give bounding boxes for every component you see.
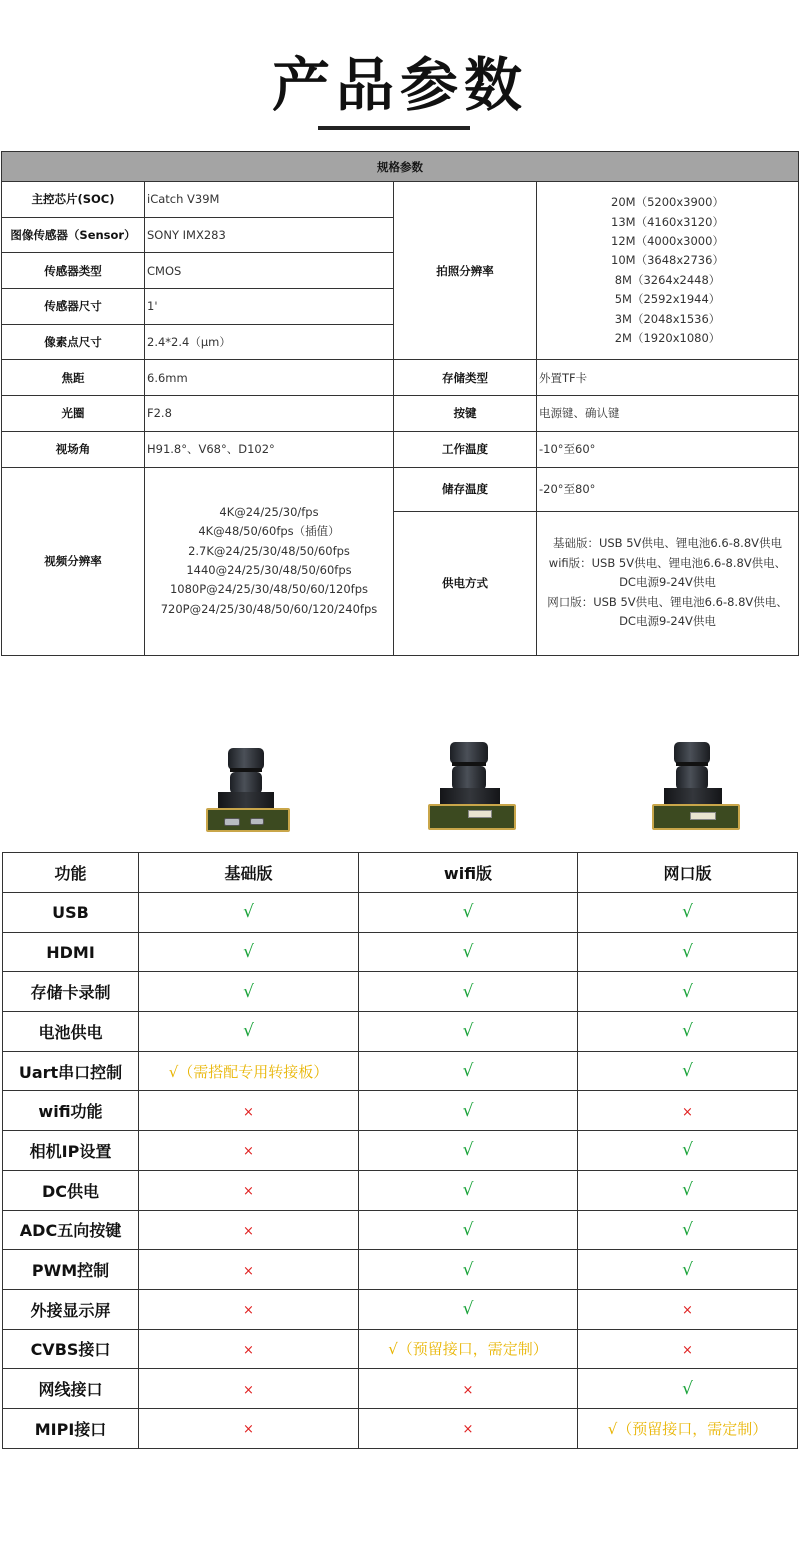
cross-icon: × xyxy=(243,1342,254,1358)
feature-cell-ethernet xyxy=(578,1250,798,1290)
check-icon: √ xyxy=(462,1140,474,1161)
cross-icon: × xyxy=(682,1342,693,1358)
feature-cell-wifi xyxy=(359,1170,578,1210)
spec-value-sensor-type: CMOS xyxy=(145,253,394,289)
feature-name: CVBS接口 xyxy=(3,1329,139,1369)
feature-name: 电池供电 xyxy=(3,1012,139,1052)
feature-cell-wifi xyxy=(359,1289,578,1329)
check-icon: √ xyxy=(682,1140,693,1161)
spec-label-pixel-size: 像素点尺寸 xyxy=(2,324,145,360)
power-line: 网口版：USB 5V供电、锂电池6.6-8.8V供电、 xyxy=(547,594,788,609)
spec-value-power xyxy=(537,511,799,655)
spec-label-work-temp: 工作温度 xyxy=(394,431,537,467)
feature-table xyxy=(2,852,798,1449)
photo-res-line: 5M（2592x1944） xyxy=(614,292,721,307)
check-icon: √ xyxy=(682,1180,693,1201)
spec-value-sensor: SONY IMX283 xyxy=(145,217,394,253)
check-icon: √ xyxy=(462,981,474,1002)
feature-cell-ethernet xyxy=(578,1012,798,1052)
feature-cell-basic xyxy=(139,1369,359,1409)
header-basic: 基础版 xyxy=(139,853,359,893)
feature-cell-ethernet xyxy=(578,1408,798,1448)
video-res-line: 2.7K@24/25/30/48/50/60fps xyxy=(188,543,350,558)
feature-name: 存储卡录制 xyxy=(3,972,139,1012)
feature-cell-wifi xyxy=(359,932,578,972)
spec-value-aperture: F2.8 xyxy=(145,396,394,432)
check-icon: √ xyxy=(682,1259,693,1280)
feature-cell-ethernet xyxy=(578,1131,798,1171)
spec-label-store-temp: 储存温度 xyxy=(394,467,537,511)
photo-res-line: 13M（4160x3120） xyxy=(611,214,724,229)
feature-cell-wifi xyxy=(359,1369,578,1409)
feature-cell-wifi xyxy=(359,1250,578,1290)
check-icon: √ xyxy=(462,1219,474,1240)
feature-header-row xyxy=(3,853,798,893)
spec-table xyxy=(1,151,799,656)
check-icon: √ xyxy=(682,1021,693,1042)
spec-label-aperture: 光圈 xyxy=(2,396,145,432)
spec-label-buttons: 按键 xyxy=(394,396,537,432)
feature-name: DC供电 xyxy=(3,1170,139,1210)
feature-cell-wifi xyxy=(359,1051,578,1091)
check-icon: √ xyxy=(682,942,693,963)
video-res-line: 1080P@24/25/30/48/50/60/120fps xyxy=(169,582,369,597)
feature-cell-wifi xyxy=(359,1091,578,1131)
feature-cell-basic xyxy=(139,893,359,933)
table-row xyxy=(3,1051,798,1091)
camera-wifi-image xyxy=(424,740,520,840)
camera-basic-image xyxy=(200,742,296,840)
check-icon: √ xyxy=(682,1061,693,1082)
spec-value-soc: iCatch V39M xyxy=(145,182,394,218)
feature-name: 相机IP设置 xyxy=(3,1131,139,1171)
check-icon: √ xyxy=(462,902,474,923)
check-icon: √ xyxy=(462,1100,474,1121)
feature-name: 网线接口 xyxy=(3,1369,139,1409)
video-res-line: 720P@24/25/30/48/50/60/120/240fps xyxy=(160,601,378,616)
spec-label-sensor: 图像传感器（Sensor） xyxy=(2,217,145,253)
check-icon: √ xyxy=(462,1180,474,1201)
camera-ethernet-image xyxy=(650,740,746,840)
spec-value-photo-res xyxy=(537,182,799,360)
cross-icon: × xyxy=(243,1104,254,1120)
cross-icon: × xyxy=(462,1422,474,1438)
photo-res-line: 10M（3648x2736） xyxy=(611,253,724,268)
feature-name: MIPI接口 xyxy=(3,1408,139,1448)
cross-icon: × xyxy=(243,1223,254,1239)
check-icon: √ xyxy=(243,981,254,1002)
cross-icon: × xyxy=(243,1382,254,1398)
power-line: wifi版：USB 5V供电、锂电池6.6-8.8V供电、 xyxy=(548,555,787,570)
feature-cell-wifi xyxy=(359,972,578,1012)
video-res-line: 1440@24/25/30/48/50/60fps xyxy=(186,563,352,577)
feature-name: USB xyxy=(3,893,139,933)
feature-name: 外接显示屏 xyxy=(3,1289,139,1329)
cross-icon: × xyxy=(243,1144,254,1160)
table-row xyxy=(3,1408,798,1448)
feature-cell-basic xyxy=(139,1131,359,1171)
photo-res-line: 20M（5200x3900） xyxy=(611,195,724,210)
feature-cell-ethernet xyxy=(578,893,798,933)
feature-cell-ethernet xyxy=(578,972,798,1012)
spec-value-buttons: 电源键、确认键 xyxy=(537,396,799,432)
check-icon: √ xyxy=(682,981,693,1002)
feature-cell-basic xyxy=(139,1250,359,1290)
feature-cell-ethernet xyxy=(578,1329,798,1369)
cross-icon: × xyxy=(682,1104,693,1120)
feature-cell-wifi xyxy=(359,1012,578,1052)
spec-value-video-res xyxy=(145,467,394,655)
feature-cell-wifi xyxy=(359,1329,578,1369)
table-row xyxy=(3,1250,798,1290)
table-row xyxy=(3,1091,798,1131)
header-wifi: wifi版 xyxy=(359,853,578,893)
table-row xyxy=(3,893,798,933)
feature-cell-ethernet xyxy=(578,1210,798,1250)
table-row xyxy=(3,1369,798,1409)
feature-cell-basic xyxy=(139,932,359,972)
feature-cell-ethernet xyxy=(578,932,798,972)
table-row xyxy=(3,1329,798,1369)
feature-cell-ethernet xyxy=(578,1289,798,1329)
table-row xyxy=(3,1210,798,1250)
spec-label-soc: 主控芯片(SOC) xyxy=(2,182,145,218)
table-row xyxy=(3,972,798,1012)
feature-cell-wifi xyxy=(359,1210,578,1250)
table-row xyxy=(3,1170,798,1210)
spec-label-video-res: 视频分辨率 xyxy=(2,467,145,655)
table-row xyxy=(3,1012,798,1052)
photo-res-line: 2M（1920x1080） xyxy=(614,330,721,345)
check-icon: √ xyxy=(462,1061,474,1082)
spec-label-fov: 视场角 xyxy=(2,431,145,467)
check-icon: √ xyxy=(462,1021,474,1042)
feature-name: PWM控制 xyxy=(3,1250,139,1290)
spec-value-sensor-size: 1' xyxy=(145,289,394,325)
feature-name: HDMI xyxy=(3,932,139,972)
note-text: √（需搭配专用转接板） xyxy=(168,1062,329,1081)
check-icon: √ xyxy=(462,1299,474,1320)
feature-cell-basic xyxy=(139,1012,359,1052)
spec-label-sensor-size: 传感器尺寸 xyxy=(2,289,145,325)
feature-cell-basic xyxy=(139,1329,359,1369)
table-row xyxy=(3,932,798,972)
video-res-line: 4K@24/25/30/fps xyxy=(219,504,319,519)
power-line: 基础版：USB 5V供电、锂电池6.6-8.8V供电 xyxy=(552,536,783,551)
spec-value-work-temp: -10°至60° xyxy=(537,431,799,467)
spec-value-focal: 6.6mm xyxy=(145,360,394,396)
check-icon: √ xyxy=(682,1378,693,1399)
power-line: DC电源9-24V供电 xyxy=(619,614,716,629)
feature-cell-basic xyxy=(139,972,359,1012)
feature-cell-basic xyxy=(139,1170,359,1210)
spec-label-sensor-type: 传感器类型 xyxy=(2,253,145,289)
spec-label-storage: 存储类型 xyxy=(394,360,537,396)
spec-value-store-temp: -20°至80° xyxy=(537,467,799,511)
spec-value-pixel-size: 2.4*2.4（μm） xyxy=(145,324,394,360)
feature-cell-ethernet xyxy=(578,1091,798,1131)
feature-name: Uart串口控制 xyxy=(3,1051,139,1091)
check-icon: √ xyxy=(462,942,474,963)
cross-icon: × xyxy=(243,1184,254,1200)
photo-res-line: 3M（2048x1536） xyxy=(614,311,721,326)
check-icon: √ xyxy=(462,1259,474,1280)
feature-cell-basic xyxy=(139,1289,359,1329)
check-icon: √ xyxy=(682,1219,693,1240)
power-line: DC电源9-24V供电 xyxy=(619,575,716,590)
note-text: √（预留接口，需定制） xyxy=(388,1340,548,1359)
table-row xyxy=(3,1131,798,1171)
check-icon: √ xyxy=(243,1021,254,1042)
table-row xyxy=(3,1289,798,1329)
cross-icon: × xyxy=(243,1422,254,1438)
feature-cell-basic xyxy=(139,1051,359,1091)
check-icon: √ xyxy=(243,942,254,963)
cross-icon: × xyxy=(243,1263,254,1279)
feature-name: ADC五向按键 xyxy=(3,1210,139,1250)
feature-cell-ethernet xyxy=(578,1369,798,1409)
title-underline xyxy=(318,126,470,130)
note-text: √（预留接口，需定制） xyxy=(607,1419,768,1438)
check-icon: √ xyxy=(243,902,254,923)
spec-value-storage: 外置TF卡 xyxy=(537,360,799,396)
video-res-line: 4K@48/50/60fps（插值） xyxy=(198,524,340,539)
spec-value-fov: H91.8°、V68°、D102° xyxy=(145,431,394,467)
cross-icon: × xyxy=(462,1382,474,1398)
spec-label-power: 供电方式 xyxy=(394,511,537,655)
spec-header: 规格参数 xyxy=(2,152,799,182)
feature-cell-wifi xyxy=(359,1131,578,1171)
feature-cell-wifi xyxy=(359,893,578,933)
cross-icon: × xyxy=(243,1303,254,1319)
page-title: 产品参数 xyxy=(271,51,528,119)
feature-name: wifi功能 xyxy=(3,1091,139,1131)
feature-cell-wifi xyxy=(359,1408,578,1448)
spec-label-photo-res: 拍照分辨率 xyxy=(394,182,537,360)
check-icon: √ xyxy=(682,902,693,923)
feature-cell-basic xyxy=(139,1408,359,1448)
header-ethernet: 网口版 xyxy=(578,853,798,893)
cross-icon: × xyxy=(682,1303,693,1319)
feature-cell-ethernet xyxy=(578,1170,798,1210)
feature-cell-basic xyxy=(139,1210,359,1250)
feature-cell-ethernet xyxy=(578,1051,798,1091)
header-feature: 功能 xyxy=(3,853,139,893)
spec-label-focal: 焦距 xyxy=(2,360,145,396)
feature-cell-basic xyxy=(139,1091,359,1131)
photo-res-line: 8M（3264x2448） xyxy=(614,272,721,287)
photo-res-line: 12M（4000x3000） xyxy=(611,233,724,248)
